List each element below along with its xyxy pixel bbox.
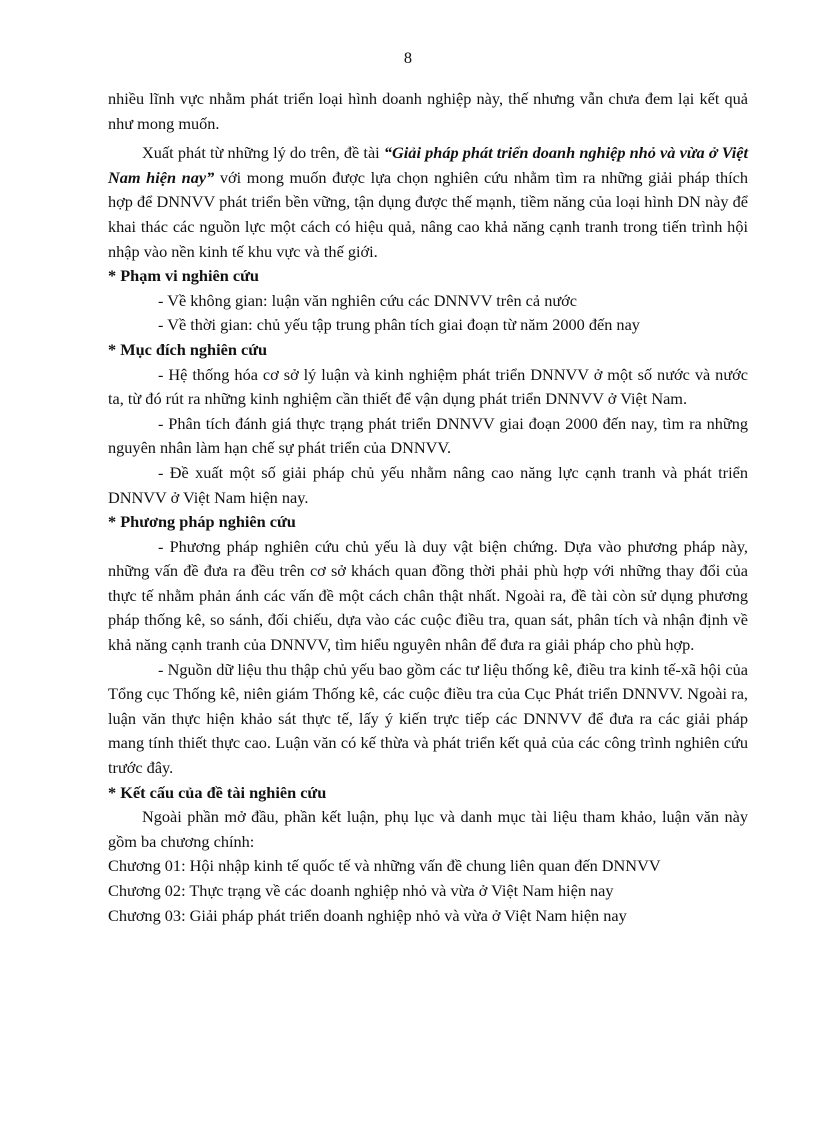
purpose-item-3: - Đề xuất một số giải pháp chủ yếu nhằm nâng cao năng lực cạnh tranh và phát triển DNNVV ở Việt Nam hiện nay. xyxy=(108,462,748,507)
method-item-1: - Phương pháp nghiên cứu chủ yếu là duy vật biện chứng. Dựa vào phương pháp này, những vấn đề đưa ra đều trên cơ sở khách quan đồng thời phải phù hợp với những thay đổi của thực tế nhằm phản ánh các vấn đề một cách chân thật nhất. Ngoài ra, đề tài còn sử dụng phương pháp thống kê, so sánh, đối chiếu, dựa vào các cuộc điều tra, quan sát, phân tích và nhận định về khả năng cạnh tranh của DNNVV, tìm hiểu nguyên nhân để đưa ra giải pháp cho phù hợp. xyxy=(108,536,748,655)
thesis-title: “Giải pháp phát triển doanh nghiệp nhỏ và vừa ở Việt Nam hiện nay” xyxy=(108,143,749,187)
page-body xyxy=(108,87,748,928)
method-item-2: - Nguồn dữ liệu thu thập chủ yếu bao gồm các tư liệu thống kê, điều tra kinh tế-xã hội của Tổng cục Thống kê, niên giám Thống kê, các cuộc điều tra của Cục Phát triển DNNVV. Ngoài ra, luận văn thực hiện khảo sát thực tế, lấy ý kiến trực tiếp các DNNVV để đưa ra các giải pháp mang tính thiết thực cao. Luận văn có kế thừa và phát triển kết quả của các công trình nghiên cứu trước đây. xyxy=(108,659,748,778)
rationale-lead: Xuất phát từ những lý do trên, đề tài xyxy=(142,143,384,163)
paragraph-continuation: nhiều lĩnh vực nhằm phát triển loại hình doanh nghiệp này, thế nhưng vẫn chưa đem lại kết quả như mong muốn. xyxy=(108,89,748,133)
rationale-rest: với mong muốn được lựa chọn nghiên cứu nhằm tìm ra những giải pháp thích hợp để DNNVV phát triển bền vững, tận dụng được thế mạnh, tiềm năng của loại hình DN này để khai thác các nguồn lực một cách có hiệu quả, nâng cao khả năng cạnh tranh trong tiến trình hội nhập vào nền kinh tế khu vực và thế giới. xyxy=(108,167,748,261)
heading-method: * Phương pháp nghiên cứu xyxy=(108,512,296,532)
heading-structure: * Kết cấu của đề tài nghiên cứu xyxy=(108,782,327,802)
page-number: 8 xyxy=(403,48,413,67)
purpose-item-1: - Hệ thống hóa cơ sở lý luận và kinh nghiệm phát triển DNNVV ở một số nước và nước ta, từ đó rút ra những kinh nghiệm cần thiết để vận dụng phát triển DNNVV ở Việt Nam. xyxy=(108,364,748,409)
structure-intro: Ngoài phần mở đầu, phần kết luận, phụ lục và danh mục tài liệu tham khảo, luận văn này gồm ba chương chính: xyxy=(108,807,748,851)
paragraph-rationale xyxy=(108,141,748,264)
chapter-2: Chương 02: Thực trạng về các doanh nghiệp nhỏ và vừa ở Việt Nam hiện nay xyxy=(108,881,614,900)
chapter-1: Chương 01: Hội nhập kinh tế quốc tế và những vấn đề chung liên quan đến DNNVV xyxy=(108,856,661,876)
scope-time: - Về thời gian: chủ yếu tập trung phân tích giai đoạn từ năm 2000 đến nay xyxy=(158,315,640,335)
scope-space: - Về không gian: luận văn nghiên cứu các DNNVV trên cả nước xyxy=(158,290,577,310)
heading-scope: * Phạm vi nghiên cứu xyxy=(108,266,259,286)
chapter-3: Chương 03: Giải pháp phát triển doanh nghiệp nhỏ và vừa ở Việt Nam hiện nay xyxy=(108,905,627,925)
heading-purpose: * Mục đích nghiên cứu xyxy=(108,339,268,359)
purpose-item-2: - Phân tích đánh giá thực trạng phát triển DNNVV giai đoạn 2000 đến nay, tìm ra những nguyên nhân làm hạn chế sự phát triển của DNNVV. xyxy=(108,413,748,458)
